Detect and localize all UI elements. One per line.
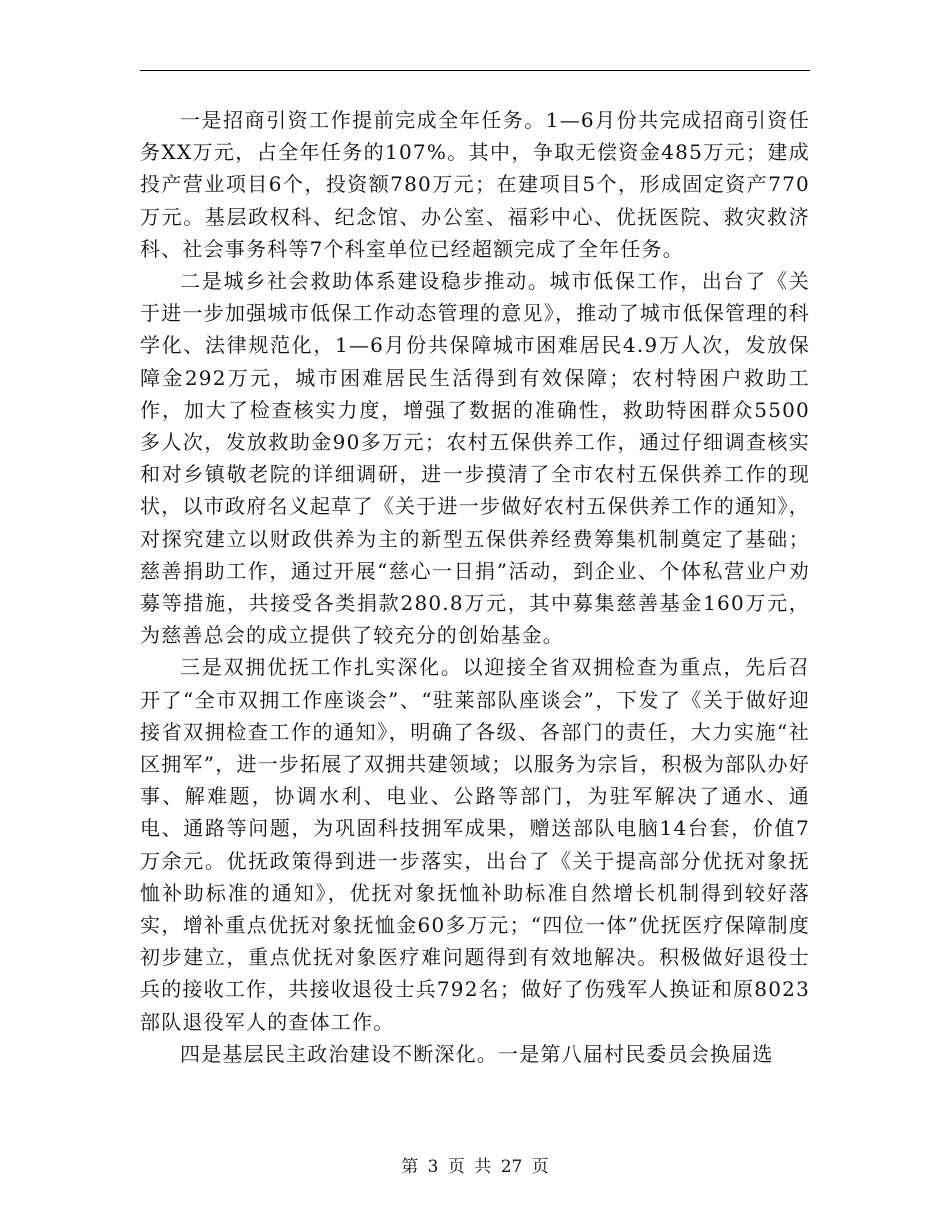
paragraph-grassroots-democracy: 四是基层民主政治建设不断深化。一是第八届村民委员会换届选 — [180, 1041, 774, 1066]
header-rule — [140, 70, 810, 71]
body-text — [140, 104, 810, 1070]
paragraph-military-support: 三是双拥优抚工作扎实深化。以迎接全省双拥检查为重点，先后召开了“全市双拥工作座谈会”、“驻莱部队座谈会”，下发了《关于做好迎接省双拥检查工作的通知》，明确了各级、各部门的责任，大力实施“社区拥军”，进一步拓展了双拥共建领域；以服务为宗旨，积极为部队办好事、解难题，协调水利、电业、公路等部门，为驻军解决了通水、通电、通路等问题，为巩固科技拥军成果，赠送部队电脑14台套，价值7万余元。优抚政策得到进一步落实，出台了《关于提高部分优抚对象抚恤补助标准的通知》，优抚对象抚恤补助标准自然增长机制得到较好落实，增补重点优抚对象抚恤金60多万元；“四位一体”优抚医疗保障制度初步建立，重点优抚对象医疗难问题得到有效地解决。积极做好退役士兵的接收工作，共接收退役士兵792名；做好了伤残军人换证和原8023部队退役军人的查体工作。 — [140, 655, 810, 1034]
paragraph-investment: 一是招商引资工作提前完成全年任务。1—6月份共完成招商引资任务XX万元，占全年任务的107%。其中，争取无偿资金485万元；建成投产营业项目6个，投资额780万元；在建项目5个，形成固定资产770万元。基层政权科、纪念馆、办公室、福彩中心、优抚医院、救灾救济科、社会事务科等7个科室单位已经超额完成了全年任务。 — [140, 108, 810, 261]
paragraph-social-assistance: 二是城乡社会救助体系建设稳步推动。城市低保工作，出台了《关于进一步加强城市低保工作动态管理的意见》，推动了城市低保管理的科学化、法律规范化，1—6月份共保障城市困难居民4.9万人次，发放保障金292万元，城市困难居民生活得到有效保障；农村特困户救助工作，加大了检查核实力度，增强了数据的准确性，救助特困群众5500多人次，发放救助金90多万元；农村五保供养工作，通过仔细调查核实和对乡镇敬老院的详细调研，进一步摸清了全市农村五保供养工作的现状，以市政府名义起草了《关于进一步做好农村五保供养工作的通知》，对探究建立以财政供养为主的新型五保供养经费筹集机制奠定了基础；慈善捐助工作，通过开展“慈心一日捐”活动，到企业、个体私营业户劝募等措施，共接受各类捐款280.8万元，其中募集慈善基金160万元，为慈善总会的成立提供了较充分的创始基金。 — [140, 269, 810, 648]
page-footer: 第 3 页 共 27 页 — [401, 1157, 549, 1177]
